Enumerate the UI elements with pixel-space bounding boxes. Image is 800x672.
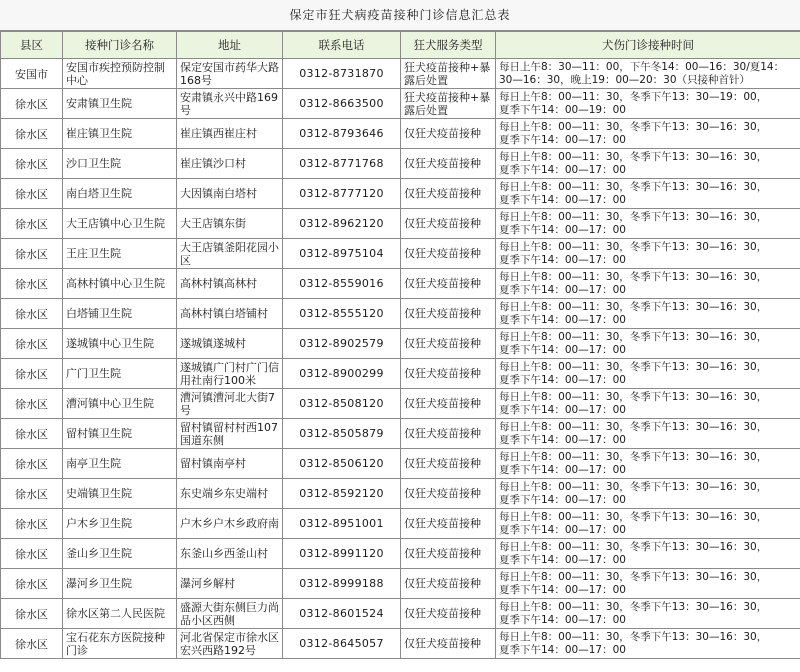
table-row[interactable]	[1, 59, 800, 89]
header-clinic: 接种门诊名称	[63, 32, 177, 59]
cell-service-type[interactable]: 仅狂犬疫苗接种	[401, 329, 496, 359]
cell-hours[interactable]: 每日上午8：00—11：30，冬季下午13：30—16：30， 夏季下午14：00—17：00	[496, 479, 800, 509]
cell-address[interactable]: 户木乡户木乡政府南	[177, 509, 283, 539]
cell-county[interactable]: 徐水区	[1, 509, 63, 539]
table-row[interactable]	[1, 209, 800, 239]
cell-service-type[interactable]: 仅狂犬疫苗接种	[401, 629, 496, 659]
table-row[interactable]	[1, 329, 800, 359]
cell-hours[interactable]: 每日上午8：00—11：30，冬季下午13：30—16：30， 夏季下午14：00—17：00	[496, 209, 800, 239]
cell-hours[interactable]: 每日上午8：30—11：00，下午冬14：00—16：30/夏14：30—16：30，晚上19：00—20：30（只接种首针）	[496, 59, 800, 89]
cell-service-type[interactable]: 仅狂犬疫苗接种	[401, 569, 496, 599]
cell-phone[interactable]: 0312-8645057	[283, 629, 401, 659]
cell-clinic-name[interactable]: 南亭卫生院	[63, 449, 177, 479]
header-phone: 联系电话	[283, 32, 401, 59]
table-row[interactable]	[1, 89, 800, 119]
table-row[interactable]	[1, 239, 800, 269]
cell-county[interactable]: 徐水区	[1, 299, 63, 329]
cell-address[interactable]: 漕河镇漕河北大街7号	[177, 389, 283, 419]
table-row[interactable]	[1, 359, 800, 389]
cell-county[interactable]: 徐水区	[1, 449, 63, 479]
cell-phone[interactable]: 0312-8559016	[283, 269, 401, 299]
table-body	[1, 59, 800, 659]
table-row[interactable]	[1, 629, 800, 659]
cell-county[interactable]: 徐水区	[1, 599, 63, 629]
cell-county[interactable]: 徐水区	[1, 269, 63, 299]
cell-clinic-name[interactable]: 王庄卫生院	[63, 239, 177, 269]
cell-county[interactable]: 徐水区	[1, 479, 63, 509]
table-row[interactable]	[1, 269, 800, 299]
header-service: 狂犬服务类型	[401, 32, 496, 59]
cell-address[interactable]: 高林村镇高林村	[177, 269, 283, 299]
cell-clinic-name[interactable]: 崔庄镇卫生院	[63, 119, 177, 149]
cell-phone[interactable]: 0312-8508120	[283, 389, 401, 419]
cell-phone[interactable]: 0312-8975104	[283, 239, 401, 269]
cell-address[interactable]: 盛源大街东侧巨力尚品小区西侧	[177, 599, 283, 629]
cell-service-type[interactable]: 仅狂犬疫苗接种	[401, 359, 496, 389]
cell-service-type[interactable]: 仅狂犬疫苗接种	[401, 179, 496, 209]
cell-address[interactable]: 大因镇南白塔村	[177, 179, 283, 209]
cell-county[interactable]: 徐水区	[1, 629, 63, 659]
cell-phone[interactable]: 0312-8592120	[283, 479, 401, 509]
cell-service-type[interactable]: 仅狂犬疫苗接种	[401, 539, 496, 569]
cell-county[interactable]: 安国市	[1, 59, 63, 89]
cell-phone[interactable]: 0312-8777120	[283, 179, 401, 209]
clinic-table	[0, 31, 800, 659]
table-row[interactable]	[1, 299, 800, 329]
cell-phone[interactable]: 0312-8999188	[283, 569, 401, 599]
cell-clinic-name[interactable]: 留村镇卫生院	[63, 419, 177, 449]
cell-county[interactable]: 徐水区	[1, 569, 63, 599]
cell-service-type[interactable]: 仅狂犬疫苗接种	[401, 599, 496, 629]
cell-address[interactable]: 东釜山乡西釜山村	[177, 539, 283, 569]
table-row[interactable]	[1, 149, 800, 179]
cell-address[interactable]: 遂城镇遂城村	[177, 329, 283, 359]
cell-clinic-name[interactable]: 安肃镇卫生院	[63, 89, 177, 119]
cell-hours[interactable]: 每日上午8：00—11：30，冬季下午13：30—16：30， 夏季下午14：00—17：00	[496, 539, 800, 569]
cell-hours[interactable]: 每日上午8：00—11：30，冬季下午13：30—19：00， 夏季下午14：00—19：00	[496, 89, 800, 119]
cell-address[interactable]: 河北省保定市徐水区宏兴西路192号	[177, 629, 283, 659]
cell-phone[interactable]: 0312-8505879	[283, 419, 401, 449]
header-county: 县区	[1, 32, 63, 59]
table-row[interactable]	[1, 179, 800, 209]
cell-hours[interactable]: 每日上午8：00—11：30，冬季下午13：30—16：30， 夏季下午14：00—17：00	[496, 419, 800, 449]
cell-phone[interactable]: 0312-8793646	[283, 119, 401, 149]
table-row[interactable]	[1, 449, 800, 479]
cell-service-type[interactable]: 狂犬疫苗接种+暴露后处置	[401, 89, 496, 119]
cell-service-type[interactable]: 仅狂犬疫苗接种	[401, 239, 496, 269]
cell-hours[interactable]: 每日上午8：00—11：30，冬季下午13：30—16：30， 夏季下午14：00—17：00	[496, 359, 800, 389]
cell-phone[interactable]: 0312-8951001	[283, 509, 401, 539]
cell-phone[interactable]: 0312-8663500	[283, 89, 401, 119]
table-row[interactable]	[1, 599, 800, 629]
cell-address[interactable]: 崔庄镇沙口村	[177, 149, 283, 179]
cell-clinic-name[interactable]: 大王店镇中心卫生院	[63, 209, 177, 239]
cell-service-type[interactable]: 狂犬疫苗接种+暴露后处置	[401, 59, 496, 89]
cell-service-type[interactable]: 仅狂犬疫苗接种	[401, 299, 496, 329]
table-row[interactable]	[1, 539, 800, 569]
cell-hours[interactable]: 每日上午8：00—11：30，冬季下午13：30—16：30， 夏季下午14：00—17：00	[496, 509, 800, 539]
cell-hours[interactable]: 每日上午8：00—11：30，冬季下午13：30—16：30， 夏季下午14：00—17：00	[496, 269, 800, 299]
sheet-title: 保定市狂犬病疫苗接种门诊信息汇总表	[0, 0, 800, 31]
cell-phone[interactable]: 0312-8555120	[283, 299, 401, 329]
cell-county[interactable]: 徐水区	[1, 419, 63, 449]
cell-clinic-name[interactable]: 瀑河乡卫生院	[63, 569, 177, 599]
table-row[interactable]	[1, 389, 800, 419]
cell-county[interactable]: 徐水区	[1, 119, 63, 149]
cell-service-type[interactable]: 仅狂犬疫苗接种	[401, 269, 496, 299]
cell-address[interactable]: 高林村镇白塔铺村	[177, 299, 283, 329]
cell-address[interactable]: 大王店镇东街	[177, 209, 283, 239]
cell-clinic-name[interactable]: 广门卫生院	[63, 359, 177, 389]
cell-phone[interactable]: 0312-8731870	[283, 59, 401, 89]
table-row[interactable]	[1, 509, 800, 539]
cell-hours[interactable]: 每日上午8：00—11：30，冬季下午13：30—16：30， 夏季下午14：00—17：00	[496, 149, 800, 179]
table-row[interactable]	[1, 119, 800, 149]
cell-phone[interactable]: 0312-8962120	[283, 209, 401, 239]
table-row[interactable]	[1, 569, 800, 599]
cell-county[interactable]: 徐水区	[1, 359, 63, 389]
cell-service-type[interactable]: 仅狂犬疫苗接种	[401, 389, 496, 419]
cell-hours[interactable]: 每日上午8：00—11：30，冬季下午13：30—16：30， 夏季下午14：00—17：00	[496, 299, 800, 329]
cell-hours[interactable]: 每日上午8：00—11：30，冬季下午13：30—16：30， 夏季下午14：00—17：00	[496, 329, 800, 359]
cell-service-type[interactable]: 仅狂犬疫苗接种	[401, 149, 496, 179]
cell-county[interactable]: 徐水区	[1, 149, 63, 179]
cell-hours[interactable]: 每日上午8：00—11：30，冬季下午13：30—16：30， 夏季下午14：00—17：00	[496, 449, 800, 479]
cell-clinic-name[interactable]: 南白塔卫生院	[63, 179, 177, 209]
cell-county[interactable]: 徐水区	[1, 539, 63, 569]
cell-county[interactable]: 徐水区	[1, 329, 63, 359]
cell-phone[interactable]: 0312-8902579	[283, 329, 401, 359]
cell-clinic-name[interactable]: 安国市疾控预防控制中心	[63, 59, 177, 89]
cell-hours[interactable]: 每日上午8：00—11：30，冬季下午13：30—16：30， 夏季下午14：00—17：00	[496, 239, 800, 269]
cell-county[interactable]: 徐水区	[1, 209, 63, 239]
cell-county[interactable]: 徐水区	[1, 239, 63, 269]
cell-address[interactable]: 大王店镇釜阳花园小区	[177, 239, 283, 269]
cell-phone[interactable]: 0312-8601524	[283, 599, 401, 629]
header-hours: 犬伤门诊接种时间	[496, 32, 800, 59]
cell-phone[interactable]: 0312-8900299	[283, 359, 401, 389]
cell-service-type[interactable]: 仅狂犬疫苗接种	[401, 119, 496, 149]
cell-clinic-name[interactable]: 沙口卫生院	[63, 149, 177, 179]
cell-address[interactable]: 瀑河乡解村	[177, 569, 283, 599]
cell-service-type[interactable]: 仅狂犬疫苗接种	[401, 479, 496, 509]
cell-hours[interactable]: 每日上午8：00—11：30，冬季下午13：30—16：30， 夏季下午14：00—17：00	[496, 119, 800, 149]
cell-address[interactable]: 遂城镇广门村广门信用社南行100米	[177, 359, 283, 389]
header-address: 地址	[177, 32, 283, 59]
cell-phone[interactable]: 0312-8991120	[283, 539, 401, 569]
cell-address[interactable]: 留村镇南亭村	[177, 449, 283, 479]
cell-phone[interactable]: 0312-8506120	[283, 449, 401, 479]
cell-address[interactable]: 保定安国市药华大路168号	[177, 59, 283, 89]
cell-service-type[interactable]: 仅狂犬疫苗接种	[401, 419, 496, 449]
cell-county[interactable]: 徐水区	[1, 389, 63, 419]
cell-phone[interactable]: 0312-8771768	[283, 149, 401, 179]
cell-hours[interactable]: 每日上午8：00—11：30，冬季下午13：30—16：30， 夏季下午14：00—17：00	[496, 599, 800, 629]
cell-clinic-name[interactable]: 高林村镇中心卫生院	[63, 269, 177, 299]
cell-clinic-name[interactable]: 遂城镇中心卫生院	[63, 329, 177, 359]
table-row[interactable]	[1, 419, 800, 449]
cell-clinic-name[interactable]: 釜山乡卫生院	[63, 539, 177, 569]
table-row[interactable]	[1, 479, 800, 509]
cell-hours[interactable]: 每日上午8：00—11：30，冬季下午13：30—16：30， 夏季下午14：00—17：00	[496, 569, 800, 599]
cell-clinic-name[interactable]: 白塔铺卫生院	[63, 299, 177, 329]
cell-clinic-name[interactable]: 漕河镇中心卫生院	[63, 389, 177, 419]
cell-hours[interactable]: 每日上午8：00—11：30，冬季下午13：30—16：30， 夏季下午14：00—17：00	[496, 629, 800, 659]
cell-clinic-name[interactable]: 宝石花东方医院接种门诊	[63, 629, 177, 659]
cell-service-type[interactable]: 仅狂犬疫苗接种	[401, 449, 496, 479]
cell-clinic-name[interactable]: 户木乡卫生院	[63, 509, 177, 539]
cell-service-type[interactable]: 仅狂犬疫苗接种	[401, 509, 496, 539]
cell-county[interactable]: 徐水区	[1, 179, 63, 209]
cell-address[interactable]: 留村镇留村村西107国道东侧	[177, 419, 283, 449]
cell-hours[interactable]: 每日上午8：00—11：30，冬季下午13：30—16：30， 夏季下午14：00—17：00	[496, 389, 800, 419]
cell-clinic-name[interactable]: 徐水区第二人民医院	[63, 599, 177, 629]
cell-county[interactable]: 徐水区	[1, 89, 63, 119]
cell-address[interactable]: 安肃镇永兴中路169号	[177, 89, 283, 119]
header-row	[1, 32, 800, 59]
cell-address[interactable]: 东史端乡东史端村	[177, 479, 283, 509]
cell-address[interactable]: 崔庄镇西崔庄村	[177, 119, 283, 149]
cell-service-type[interactable]: 仅狂犬疫苗接种	[401, 209, 496, 239]
cell-clinic-name[interactable]: 史端镇卫生院	[63, 479, 177, 509]
cell-hours[interactable]: 每日上午8：00—11：30，冬季下午13：30—16：30， 夏季下午14：00—17：00	[496, 179, 800, 209]
